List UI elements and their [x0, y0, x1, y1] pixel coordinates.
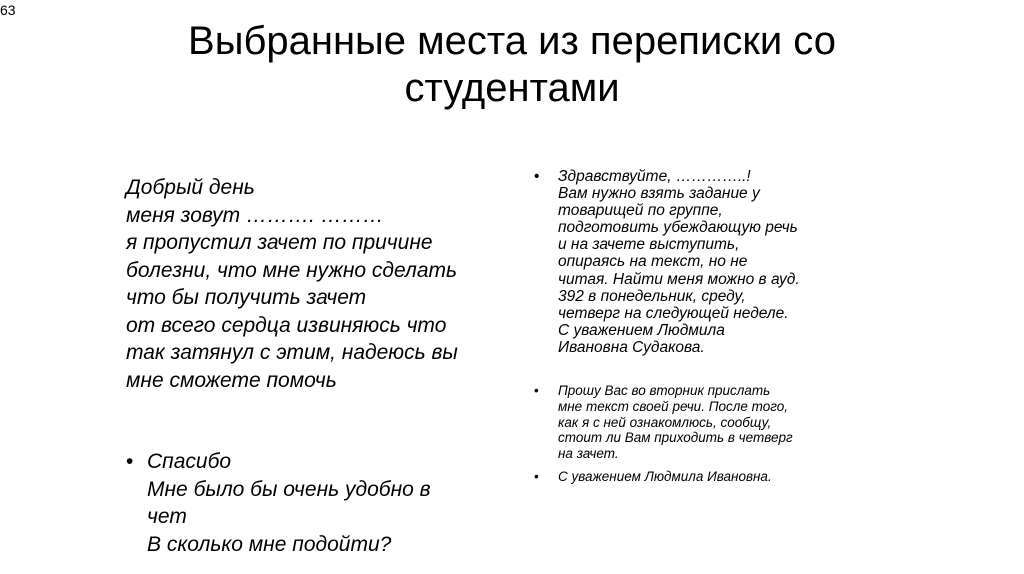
bullet-icon: • — [126, 450, 134, 473]
teacher-reply-line: стоит ли Вам приходить в четверг — [558, 430, 793, 446]
student-message-line: Добрый день — [126, 176, 255, 199]
student-message-line: что бы получить зачет — [126, 286, 367, 309]
teacher-reply-line: 392 в понедельник, среду, — [558, 287, 746, 305]
student-reply-line: Мне было бы очень удобно в — [147, 477, 431, 501]
slide-title-line-2: студентами — [404, 66, 620, 110]
bullet-icon: • — [534, 383, 539, 399]
teacher-reply-line: опираясь на текст, но не — [558, 253, 748, 271]
student-message-line: болезни, что мне нужно сделать — [126, 258, 458, 282]
teacher-reply-line: мне текст своей речи. После того, — [558, 398, 788, 414]
teacher-reply-line: Прошу Вас во вторник прислать — [558, 383, 771, 399]
teacher-reply-line: товарищей по группе, — [558, 202, 723, 220]
teacher-reply-line: Ивановна Судакова. — [558, 338, 705, 356]
student-reply-text — [147, 448, 526, 558]
teacher-reply-line: подготовить убеждающую речь — [558, 219, 798, 237]
student-message-line: меня зовут ………. ……… — [126, 203, 384, 227]
teacher-replies — [534, 168, 894, 485]
bullet-icon: • — [534, 168, 540, 185]
bullet-icon: • — [534, 469, 539, 485]
student-message-line: так затянул с этим, надеюсь вы — [126, 341, 458, 364]
student-reply-line: В сколько мне подойти? — [147, 532, 392, 556]
teacher-reply-line: С уважением Людмила Ивановна. — [558, 469, 772, 485]
slide-title — [0, 18, 1024, 112]
teacher-reply-line: Вам нужно взять задание у — [558, 185, 760, 203]
student-message-line: от всего сердца извиняюсь что — [126, 313, 447, 337]
teacher-reply-line: Здравствуйте, …………..! — [558, 168, 751, 185]
teacher-reply-bullet — [534, 469, 894, 485]
student-message-line: я пропустил зачет по причине — [126, 231, 433, 254]
student-reply-bullet — [126, 448, 526, 558]
teacher-reply-bullet — [534, 168, 894, 356]
teacher-reply-line: как я с ней ознакомлюсь, сообщу, — [558, 414, 772, 430]
teacher-reply-line: четверг на следующей неделе. — [558, 304, 789, 322]
student-reply-line: Спасибо — [147, 450, 232, 473]
slide-title-line-1: Выбранные места из переписки со — [188, 19, 836, 63]
teacher-reply-line: на зачет. — [558, 446, 619, 462]
teacher-reply-line: читая. Найти меня можно в ауд. — [558, 270, 800, 288]
student-message-line: мне сможете помочь — [126, 368, 337, 392]
student-reply-line: чет — [147, 505, 187, 528]
teacher-reply-line: и на зачете выступить, — [558, 236, 740, 254]
teacher-reply-bullet — [534, 383, 894, 462]
student-message — [126, 174, 526, 394]
teacher-reply-line: С уважением Людмила — [558, 321, 725, 339]
page-number: 63 — [0, 2, 16, 18]
